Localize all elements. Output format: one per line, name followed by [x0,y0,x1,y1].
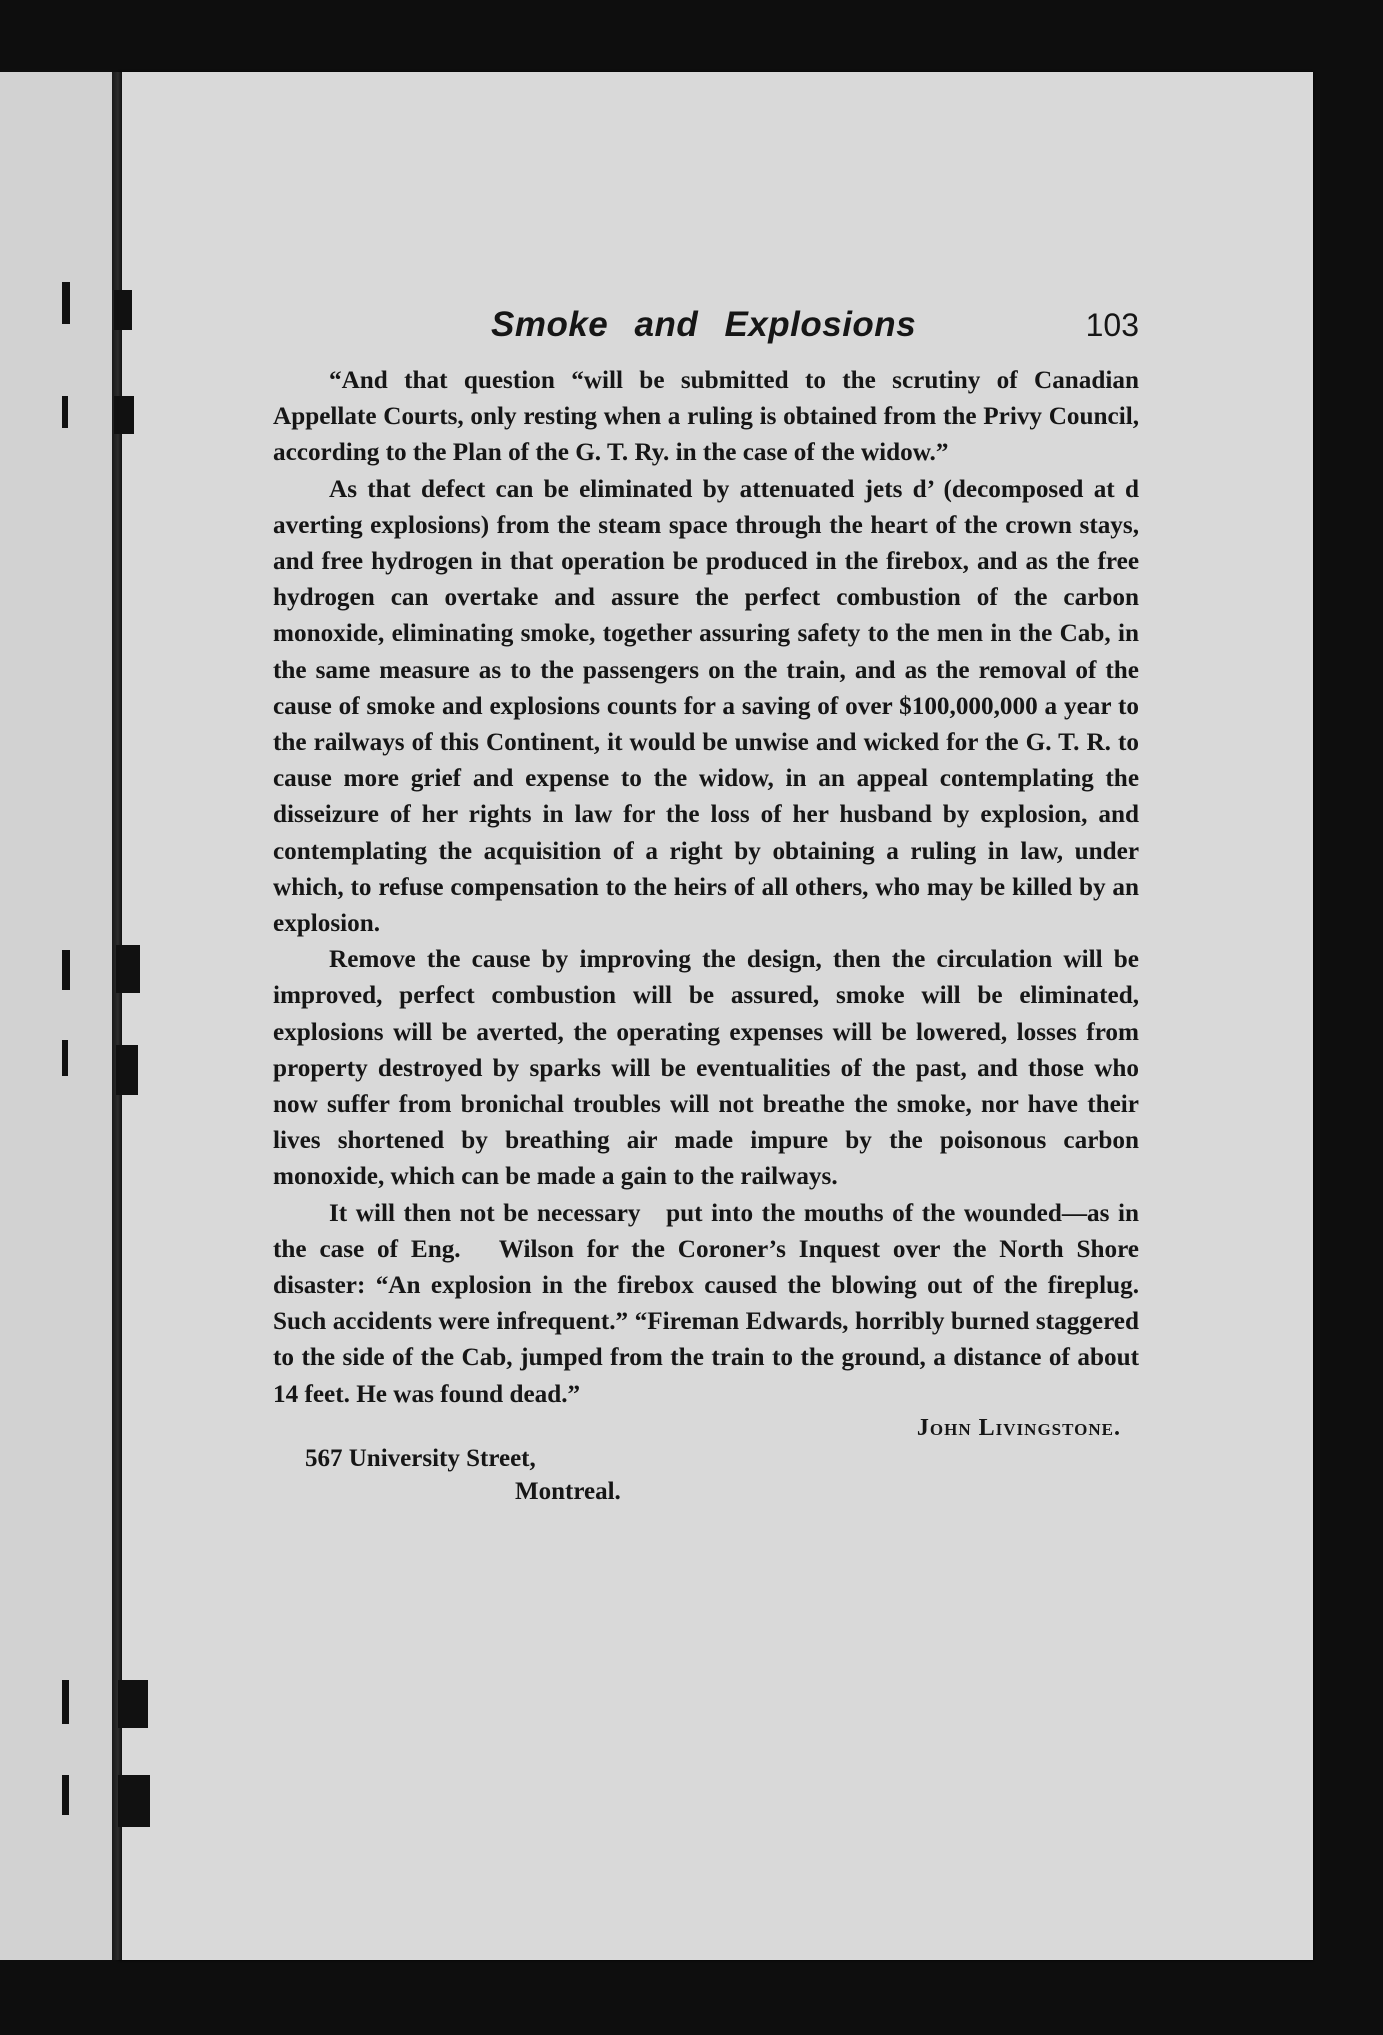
address-street: 567 University Street, [305,1444,536,1472]
facing-page-mark [62,950,70,990]
page-header [273,305,1139,363]
facing-page-mark [118,1680,148,1728]
facing-page-edge [0,72,118,1960]
book-binding-spine [112,72,122,1960]
facing-page-mark [62,396,68,428]
facing-page-mark [62,1775,69,1815]
author-address [273,1442,1139,1508]
facing-page-mark [62,1040,68,1076]
facing-page-mark [62,282,70,324]
author-signature: John Livingstone. [916,1414,1121,1441]
facing-page-mark [118,1775,150,1827]
body-text [273,363,1139,1413]
facing-page-mark [116,945,140,993]
paragraph: It will then not be necessary put into the mouths of the wounded—as in the case of Eng. Wilson for the Coroner’s Inquest over the North Shore disaster: “An explosion in the firebox caused the blowing out of the fireplug. Such accidents were infrequent.” “Fireman Edwards, horribly burned staggered to the side of the Cab, jumped from the train to the ground, a distance of about 14 feet. He was found dead.” [273,1199,1139,1408]
page-number: 103 [1085,307,1139,343]
page-content [273,305,1139,1508]
facing-page-mark [62,1680,69,1724]
paragraph: “And that question “will be submitted to the scrutiny of Canadian Appellate Courts, only resting when a ruling is obtained from the Privy Council, according to the Plan of the G. T. Ry. in the case of the widow.” [273,367,1139,467]
running-title: Smoke and Explosions [491,305,917,344]
paragraph: Remove the cause by improving the design, then the circulation will be improved, perfect combustion will be assured, smoke will be eliminated, explosions will be averted, the operating expenses will be lowered, losses from property destroyed by sparks will be eventualities of the past, and those who now suffer from bronichal troubles will not breathe the smoke, nor have their lives shortened by breathing air made impure by the poisonous carbon monoxide, which can be made a gain to the railways. [273,946,1139,1191]
facing-page-mark [116,1045,138,1095]
facing-page-mark [114,290,132,330]
facing-page-mark [114,396,134,434]
address-city: Montreal. [515,1477,621,1505]
paragraph: As that defect can be eliminated by attenuated jets d’ (decomposed at d averting explosions) from the steam space through the heart of the crown stays, and free hydrogen in that operation be produced in the firebox, and as the free hydrogen can overtake and assure the perfect combustion of the carbon monoxide, eliminating smoke, together assuring safety to the men in the Cab, in the same measure as to the passengers on the train, and as the removal of the cause of smoke and explosions counts for a saving of over $100,000,000 a year to the railways of this Continent, it would be unwise and wicked for the G. T. R. to cause more grief and expense to the widow, in an appeal contemplating the disseizure of her rights in law for the loss of her husband by explosion, and contemplating the acquisition of a right by obtaining a ruling in law, under which, to refuse compensation to the heirs of all others, who may be killed by an explosion. [273,475,1139,938]
